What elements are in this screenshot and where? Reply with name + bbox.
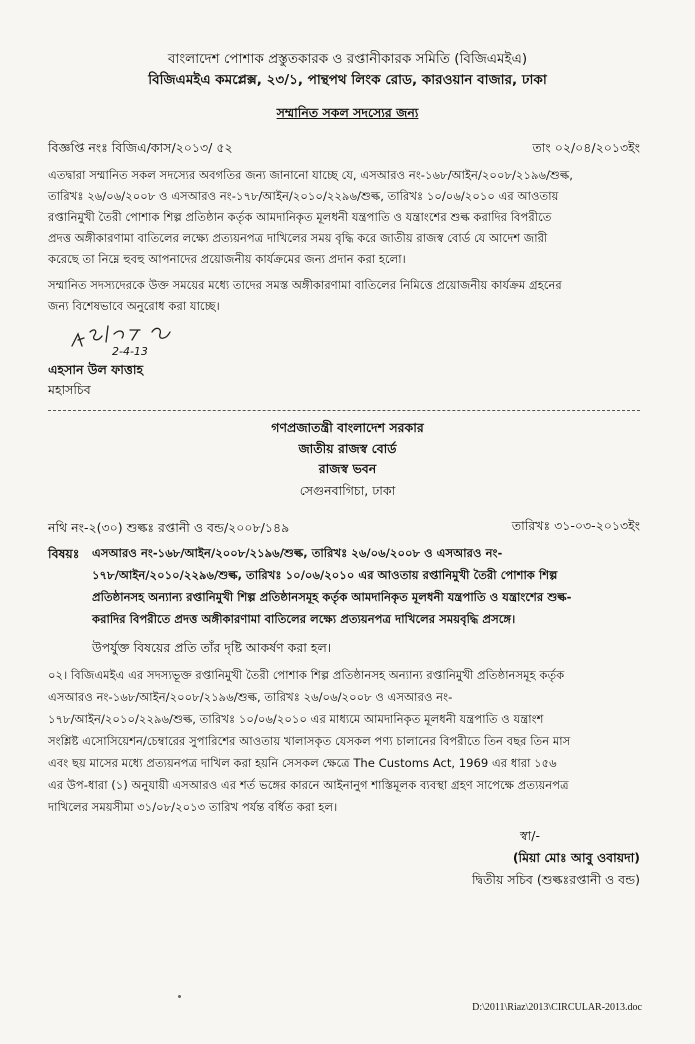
paragraph-line: জন্য বিশেষভাবে অনুরোধ করা যাচ্ছে। xyxy=(48,299,220,313)
official-title: দ্বিতীয় সচিব (শুল্কঃরপ্তানী ও বন্ড) xyxy=(472,872,640,887)
body-line: এবং ছয় মাসের মধ্যে প্রত্যয়নপত্র দাখিল করা হয়নি সেসকল ক্ষেত্রে The Customs Act, 1969 এর ধারা ১৫৬ xyxy=(48,756,557,770)
paragraph-line: সম্মানিত সদস্যদেরকে উক্ত সময়ের মধ্যে তাদের সমস্ত অঙ্গীকারণামা বাতিলের নিমিত্তে প্রয়োজনীয় কার্যক্রম গ্রহনের xyxy=(48,278,562,292)
scan-speck xyxy=(178,995,181,998)
notice-reference: বিজ্ঞপ্তি নংঃ বিজিএ/কাস/২০১৩/ ৫২ xyxy=(48,140,233,155)
paragraph-line: তারিখঃ ২৬/০৬/২০০৮ ও এসআরও নং-১৭৮/আইন/২০১০/২২৯৬/শুল্ক, তারিখঃ ১০/০৬/২০১০ এর আওতায় xyxy=(48,189,559,203)
handwritten-date: 2-4-13 xyxy=(112,345,148,358)
paragraph-line: প্রদত্ত অঙ্গীকারণামা বাতিলের লক্ষ্যে প্রত্যয়নপত্র দাখিলের সময় বৃদ্ধি করে জাতীয় রাজস্ব বোর্ড যে আদেশ জারী xyxy=(48,231,548,245)
attention-line: উপর্যুক্ত বিষয়ের প্রতি তাঁর দৃষ্টি আকর্ষণ করা হল। xyxy=(92,640,332,655)
body-line: ০২। বিজিএমইএ এর সদস্যভূক্ত রপ্তানিমুখী তৈরী পোশাক শিল্প প্রতিষ্ঠানসহ অন্যান্য রপ্তানিমুখী প্রতিষ্ঠানসমূহ কর্তৃক xyxy=(48,668,565,682)
subject-line: প্রতিষ্ঠানসহ অন্যান্য রপ্তানিমুখী শিল্প প্রতিষ্ঠানসমূহ কর্তৃক আমদানিকৃত মূলধনী যন্ত্রপাতি ও যন্ত্রাংশের শুল্ক- xyxy=(92,590,572,604)
file-number: নথি নং-২(৩০) শুল্কঃ রপ্তানী ও বন্ড/২০০৮/১৪৯ xyxy=(48,520,290,535)
file-path-footer: D:\2011\Riaz\2013\CIRCULAR-2013.doc xyxy=(472,1002,642,1013)
body-line: সংশ্লিষ্ট এসোসিয়েশন/চেম্বারের সুপারিশের আওতায় খালাসকৃত যেসকল পণ্য চালানের বিপরীতে তিন বছর তিন মাস xyxy=(48,734,571,748)
building-name: রাজস্ব ভবন xyxy=(318,461,377,476)
audience-heading: সম্মানিত সকল সদস্যের জন্য xyxy=(276,105,419,120)
signed-mark: স্বা/- xyxy=(520,828,540,843)
board-name: জাতীয় রাজস্ব বোর্ড xyxy=(298,441,397,456)
signatory-title: মহাসচিব xyxy=(48,382,91,397)
body-line: এর উপ-ধারা (১) অনুযায়ী এসআরও এর শর্ত ভঙ্গের কারনে আইনানুগ শাস্তিমূলক ব্যবস্থা গ্রহণ সাপেক্ষে প্রত্যয়নপত্র xyxy=(48,778,569,792)
paragraph-line: রপ্তানিমুখী তৈরী পোশাক শিল্প প্রতিষ্ঠান কর্তৃক আমদানিকৃত মূলধনী যন্ত্রপাতি ও যন্ত্রাংশের শুল্ক করাদির বিপরীতে xyxy=(48,210,552,224)
org-name: বাংলাদেশ পোশাক প্রস্তুতকারক ও রপ্তানীকারক সমিতি (বিজিএমইএ) xyxy=(167,51,528,67)
body-line: ১৭৮/আইন/২০১০/২২৯৬/শুল্ক, তারিখঃ ১০/০৬/২০১০ এর মাধ্যমে আমদানিকৃত মূলধনী যন্ত্রপাতি ও যন্ত্রাংশ xyxy=(48,712,544,726)
body-line: এসআরও নং-১৬৮/আইন/২০০৮/২১৯৬/শুল্ক, তারিখঃ ২৬/০৬/২০০৮ ও এসআরও নং- xyxy=(48,690,453,704)
subject-line: করাদির বিপরীতে প্রদত্ত অঙ্গীকারণামা বাতিলের লক্ষ্যে প্রত্যয়নপত্র দাখিলের সময়বৃদ্ধি প্রসঙ্গে। xyxy=(92,612,516,626)
section-separator xyxy=(48,410,640,411)
govt-date: তারিখঃ ৩১-০৩-২০১৩ইং xyxy=(511,518,640,533)
paragraph-line: এতদ্বারা সম্মানিত সকল সদস্যের অবগতির জন্য জানানো যাচ্ছে যে, এসআরও নং-১৬৮/আইন/২০০৮/২১৯৬/শুল্ক, xyxy=(48,168,573,182)
subject-line: ১৭৮/আইন/২০১০/২২৯৬/শুল্ক, তারিখঃ ১০/০৬/২০১০ এর আওতায় রপ্তানিমুখী তৈরী পোশাক শিল্প xyxy=(92,568,558,582)
subject-line: এসআরও নং-১৬৮/আইন/২০০৮/২১৯৬/শুল্ক, তারিখঃ ২৬/০৬/২০০৮ ও এসআরও নং- xyxy=(92,546,503,560)
paragraph-line: করেছে তা নিম্নে হুবহু আপনাদের প্রয়োজনীয় কার্যক্রমের জন্য প্রদান করা হলো। xyxy=(48,252,406,266)
subject-label: বিষয়ঃ xyxy=(48,546,80,561)
govt-location: সেগুনবাগিচা, ঢাকা xyxy=(299,483,396,498)
org-address: বিজিএমইএ কমপ্লেক্স, ২৩/১, পান্থপথ লিংক রোড, কারওয়ান বাজার, ঢাকা xyxy=(148,72,547,88)
notice-date: তাং ০২/০৪/২০১৩ইং xyxy=(532,140,640,155)
official-name: (মিয়া মোঃ আবু ওবায়দা) xyxy=(512,850,640,865)
signatory-name: এহসান উল ফাত্তাহ xyxy=(48,362,144,377)
body-line: দাখিলের সময়সীমা ৩১/০৮/২০১৩ তারিখ পর্যন্ত বর্ধিত করা হল। xyxy=(48,800,338,814)
govt-name: গণপ্রজাতন্ত্রী বাংলাদেশ সরকার xyxy=(271,420,424,435)
